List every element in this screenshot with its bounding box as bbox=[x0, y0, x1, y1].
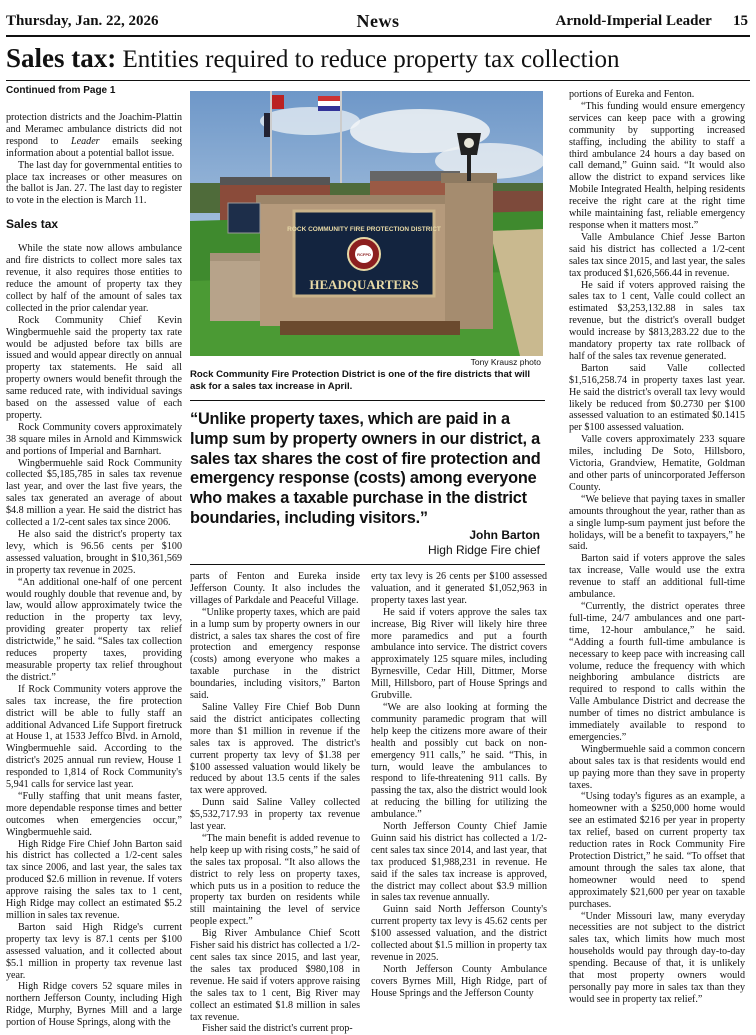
sign-seal-text: RCFPD bbox=[357, 252, 371, 257]
paragraph: Dunn said Saline Valley collected $5,532,717.93 in property tax revenue last year. bbox=[190, 797, 360, 833]
photo-caption: Rock Community Fire Protection District is one of the fire districts that will ask for a sales tax increase in April. bbox=[190, 369, 531, 392]
sign-top-text: ROCK COMMUNITY FIRE PROTECTION DISTRICT bbox=[287, 226, 441, 233]
pullquote-title: High Ridge Fire chief bbox=[427, 543, 540, 557]
photo-credit: Tony Krausz photo bbox=[470, 357, 541, 367]
paragraph: North Jefferson County Chief Jamie Guinn said his district has collected a 1/2-cent sales tax since 2014, and last year, that tax produced $1,988,231 in revenue. He said if the sales tax increase is approved, the district may collect about $3.9 million in sales tax revenue annually. bbox=[371, 821, 547, 904]
pullquote-name: John Barton bbox=[469, 528, 540, 542]
paragraph: He said if voters approved raising the sales tax to 1 cent, Valle could collect an estimated $3,253,132.88 in sales tax revenue, but the district's overall budget would increase by $813,283.22 due to the mandatory property tax rate rollback of half of the sales tax revenue generated. bbox=[569, 279, 745, 362]
paper-and-page bbox=[556, 13, 748, 30]
section-name: News bbox=[356, 11, 400, 31]
headline-divider bbox=[6, 80, 750, 81]
photo-illustration bbox=[190, 91, 543, 356]
paper-name: Arnold-Imperial Leader bbox=[555, 13, 712, 29]
paragraph: Rock Community Chief Kevin Wingbermuehle said the property tax rate would be adjusted before tax bills are issued and would appear directly on annual property tax statements. He said all property owners would benefit through the same reduced rate, with individual savings based on the assessed value of each property. bbox=[6, 314, 182, 421]
article-column-2 bbox=[190, 571, 360, 1035]
subhead-sales-tax: Sales tax bbox=[6, 217, 59, 232]
sign-main-text: HEADQUARTERS bbox=[309, 277, 419, 292]
pullquote-top-rule bbox=[190, 400, 545, 401]
paragraph: North Jefferson County Ambulance covers Byrnes Mill, High Ridge, part of House Springs and the Jefferson County bbox=[371, 963, 547, 999]
paragraph: He said if voters approve the sales tax increase, Big River will likely hire three more paramedics and put a fourth ambulance into service. The district covers approximately 125 square miles, including Byrnesville, Cedar Hill, Dittmer, Morse Mill, Hillsboro, part of House Springs and Grubville. bbox=[371, 606, 547, 702]
paragraph: erty tax levy is 26 cents per $100 assessed valuation, and it generated $1,052,963 in property taxes last year. bbox=[371, 571, 547, 606]
masthead bbox=[0, 0, 756, 40]
paragraph: parts of Fenton and Eureka inside Jefferson County. It also includes the villages of Parkdale and Peaceful Village. bbox=[190, 571, 360, 606]
paragraph: “Unlike property taxes, which are paid in a lump sum by property owners in our district, a sales tax shares the cost of fire protection and emergency response (costs) among everyone who makes a taxable purchase in the district boundaries, including visitors,” Barton said. bbox=[190, 606, 360, 702]
headquarters-photo bbox=[190, 91, 543, 356]
paragraph: Barton said Valle collected $1,516,258.74 in property taxes last year. He said the district's overall tax levy would likely be reduced from $0.2730 per $100 assessed valuation to an estimated $0.1415 per $100 assessed valuation. bbox=[569, 362, 745, 434]
pullquote-bottom-rule bbox=[190, 564, 545, 565]
paragraph: High Ridge Fire Chief John Barton said his district has collected a 1/2-cent sales tax since 2006, and last year, the sales tax produced $2.6 million in revenue. If voters approve raising the sales tax to 1 cent, High Ridge may collect an estimated $5.2 million in sales tax revenue. bbox=[6, 838, 182, 921]
paragraph: “Fully staffing that unit means faster, more dependable response times and better outcomes when emergencies occur,” Wingbermuehle said. bbox=[6, 790, 182, 838]
paragraph: “We are also looking at forming the community paramedic program that will help keep the citizens more aware of their health and possibly cut back on non-emergency 911 calls,” he said. “This, in turn, would leave the ambulances to respond to life-threatening 911 calls. By passing the tax, also the district would look at reducing the billing for utilizing the ambulance.” bbox=[371, 701, 547, 821]
paragraph: He also said the district's property tax levy, which is 96.56 cents per $100 assessed valuation, brought in $10,361,569 in property tax revenue in 2025. bbox=[6, 529, 182, 576]
continued-note: Continued from Page 1 bbox=[6, 85, 116, 96]
headline-kicker: Sales tax: bbox=[6, 43, 117, 73]
paragraph: “The main benefit is added revenue to help keep up with rising costs,” he said of the sales tax proposal. “It also allows the district to rely less on property taxes, which puts us in a position to reduce the property tax burden on residents while still maintaining the level of service people expect.” bbox=[190, 832, 360, 928]
paragraph: portions of Eureka and Fenton. bbox=[569, 89, 695, 100]
paragraph: Rock Community covers approximately 38 square miles in Arnold and Kimmswick and portions of Imperial and Barnhart. bbox=[6, 421, 182, 457]
page-number: 15 bbox=[733, 13, 748, 29]
paragraph: “This funding would ensure emergency services can keep pace with a growing community by supporting increased staffing, including the ability to staff a third ambulance 24 hours a day based on call demand,” Guinn said. “It would also allow the district to expand services like Mobile Integrated Health, helping residents receive the right care at the right time while maintaining fast, reliable emergency response when it matters most.” bbox=[569, 100, 745, 231]
paragraph: “An additional one-half of one percent would roughly double that revenue and, by law, would allow approximately twice the reduction in the property tax levy, providing greater property tax relief districtwide,” he said. “Sales tax collection reduces property taxes, providing measurable property tax relief throughout the district.” bbox=[6, 576, 182, 683]
masthead-divider bbox=[6, 35, 750, 37]
paragraph: Guinn said North Jefferson County's current property tax levy is 45.62 cents per $100 assessed valuation, and the district collected about $1.5 million in property tax revenue in 2025. bbox=[371, 904, 547, 963]
paragraph: The last day for governmental entities to place tax increases or other measures on the ballot is Jan. 27. The last day to register to vote in the election is March 11. bbox=[6, 159, 182, 207]
pullquote-text: “Unlike property taxes, which are paid in a lump sum by property owners in our district, a sales tax shares the cost of fire protection and emergency response (costs) among everyone who makes a taxable purchase in the district boundaries, including visitors.” bbox=[190, 410, 541, 527]
paragraph: Wingbermuehle said a common concern about sales tax is that residents would end up paying more than they save in property taxes. bbox=[569, 743, 745, 791]
paragraph: Wingbermuehle said Rock Community collected $5,185,785 in sales tax revenue last year, and over the last five years, the sales tax generated an average of about $4.8 million a year. He said the district has collected a 1/2-cent sales tax since 2006. bbox=[6, 457, 182, 529]
paragraph: Big River Ambulance Chief Scott Fisher said his district has collected a 1/2-cent sales tax since 2015, and last year, the sales tax produced $980,108 in revenue. He said if voters approve raising the sales tax to 1 cent, Big River may collect an estimated $1.8 million in sales tax revenue. bbox=[190, 928, 360, 1023]
paragraph: If Rock Community voters approve the sales tax increase, the fire protection district will be able to fully staff an additional Advanced Life Support firetruck at House 1, at 1533 Jeffco Blvd. in Arnold, Wingbermuehle said. According to the district's 2025 annual run review, House 1 responded to 1,814 of Rock Community's 5,941 calls for service last year. bbox=[6, 683, 182, 791]
issue-date: Thursday, Jan. 22, 2026 bbox=[6, 13, 159, 29]
article-column-4 bbox=[569, 89, 745, 1006]
paragraph: While the state now allows ambulance and fire districts to collect more sales tax revenue, it also requires those entities to reduce the amount of property tax they collect by half of the amount of sales tax collected in the prior calendar year. bbox=[6, 243, 182, 314]
paragraph: High Ridge covers 52 square miles in northern Jefferson County, including High Ridge, Murphy, Byrnes Mill and a large portion of House Springs, along with the bbox=[6, 981, 182, 1029]
paragraph: Valle Ambulance Chief Jesse Barton said his district has collected a 1/2-cent sales tax since 2015, and last year, the sales tax produced $1,626,566.44 in revenue. bbox=[569, 231, 745, 279]
headline bbox=[6, 40, 750, 80]
headline-title: Entities required to reduce property tax collection bbox=[122, 46, 620, 73]
paragraph: Fisher said the district's current prop- bbox=[202, 1023, 353, 1035]
paragraph: “Under Missouri law, many everyday necessities are not subject to the district sales tax, which limits how much most households would pay through day-to-day spending. Because of that, it is unlikely that most property owners would personally pay more in sales tax than they would see in property tax relief.” bbox=[569, 910, 745, 1005]
paragraph: Barton said if voters approve the sales tax increase, Valle would use the extra revenue to staff an additional full-time ambulance. bbox=[569, 553, 745, 601]
paragraph: protection districts and the Joachim-Plattin and Meramec ambulance districts did not respond to Leader emails seeking information about a potential ballot issue. bbox=[6, 112, 183, 159]
paragraph: Saline Valley Fire Chief Bob Dunn said the district anticipates collecting more than $1 million in revenue if the sales tax is approved. The district's current property tax levy of $1.38 per $100 assessed valuation would likely be reduced by about 13.5 cents if the sales tax were approved. bbox=[190, 701, 360, 797]
article-column-1 bbox=[6, 85, 182, 1029]
article-column-3 bbox=[371, 571, 547, 1000]
paragraph: Barton said High Ridge's current property tax levy is 87.1 cents per $100 assessed valuation, and it collected about $5.1 million in property tax revenue last year. bbox=[6, 921, 182, 981]
paragraph: Valle covers approximately 233 square miles, including De Soto, Hillsboro, Victoria, Grandview, Hematite, Goldman and other parts of unincorporated Jefferson County. bbox=[569, 434, 745, 493]
paragraph: “Using today's figures as an example, a homeowner with a $250,000 home would see an estimated $216 per year in property tax relief, based on current property tax reduction rates in Rock Community Fire Protection District,” he said. “To offset that amount through the sales tax alone, that homeowner would need to spend approximately $21,600 per year on taxable purchases. bbox=[569, 791, 745, 910]
paragraph: “Currently, the district operates three full-time, 24/7 ambulances and one part-time, 12-hour ambulance,” he said. “Adding a fourth full-time ambulance is necessary to keep pace with increasing call volume, reduce the frequency with which neighboring ambulance districts are required to respond to calls within the Valle Ambulance District and decrease the number of times no district ambulance is immediately available to respond to emergencies.” bbox=[569, 600, 745, 743]
paragraph: “We believe that paying taxes in smaller amounts throughout the year, rather than as a single lump-sum payment just before the holidays, will be a benefit to taxpayers,” he said. bbox=[569, 493, 745, 553]
